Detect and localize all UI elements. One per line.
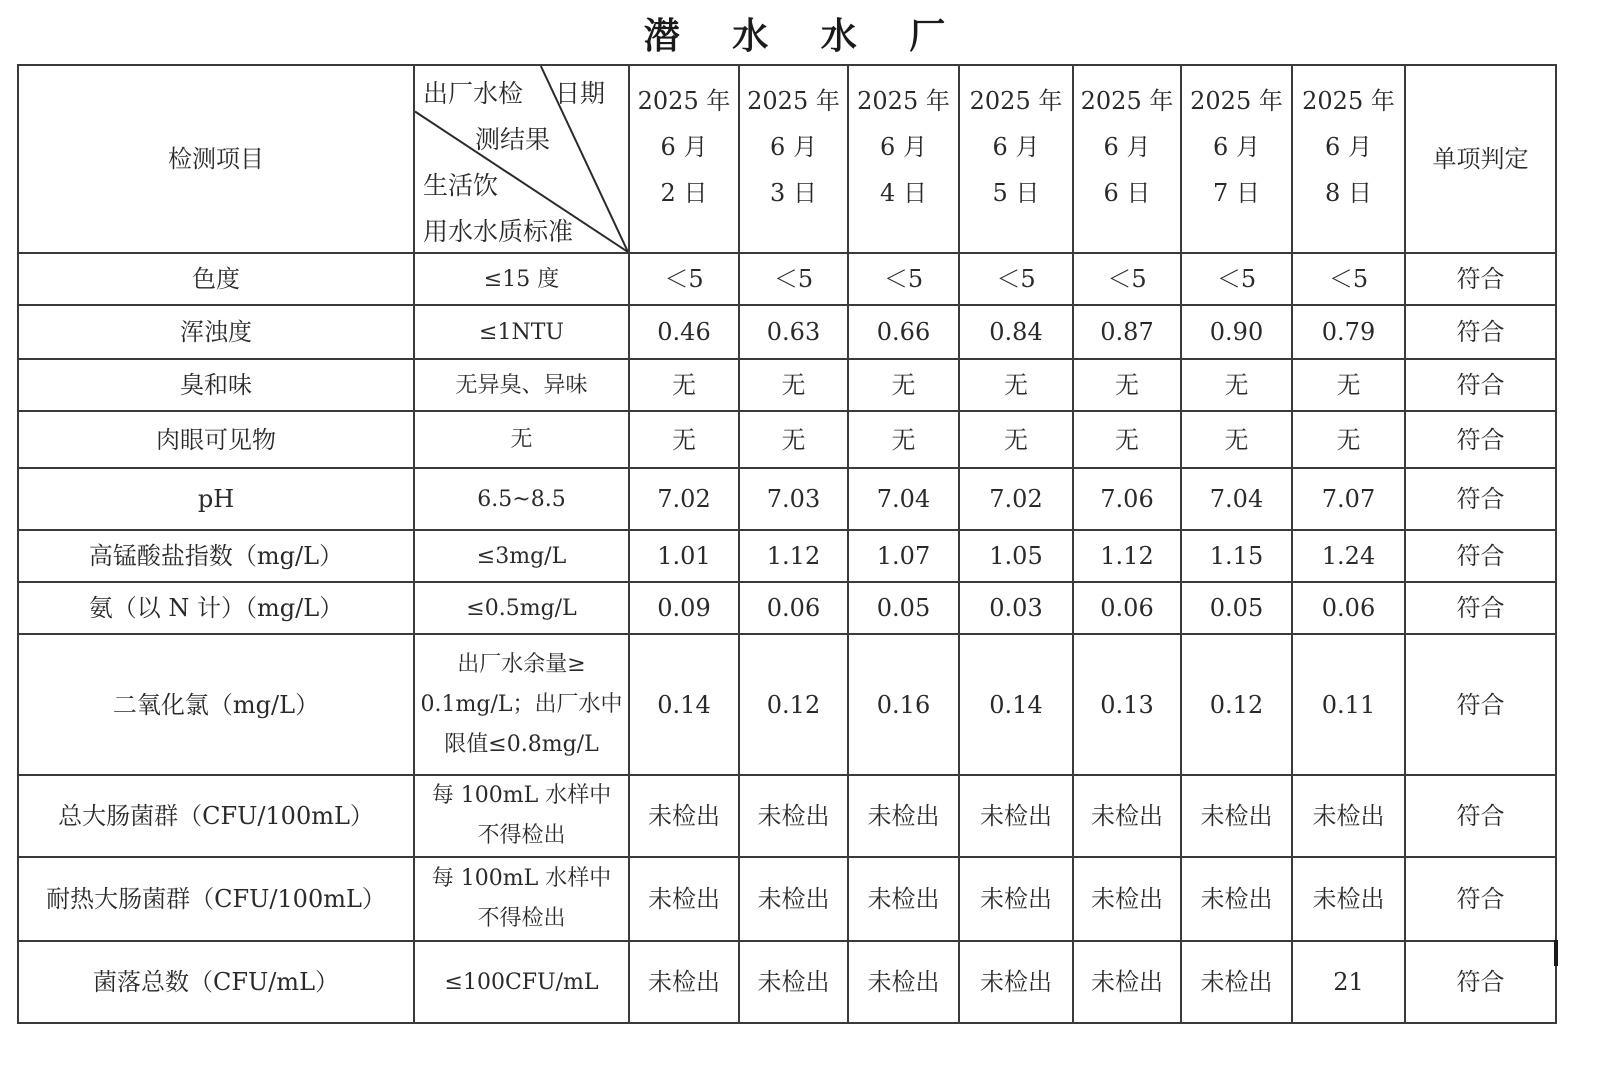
result-cell: 未检出 — [959, 775, 1073, 857]
judgement-cell: 符合 — [1405, 411, 1556, 468]
result-cell: 0.06 — [1073, 582, 1181, 634]
judgement-cell: 符合 — [1405, 857, 1556, 941]
date-month: 6 月 — [770, 133, 817, 161]
result-cell: 未检出 — [1073, 941, 1181, 1023]
table-row — [18, 359, 1556, 411]
result-cell: 未检出 — [629, 775, 739, 857]
date-day: 4 日 — [880, 179, 927, 207]
standard-line: ≤100CFU/mL — [444, 969, 599, 995]
result-cell: 0.16 — [848, 634, 959, 775]
result-cell: 无 — [629, 411, 739, 468]
result-cell: 无 — [1181, 359, 1292, 411]
date-year: 2025 年 — [1302, 87, 1395, 115]
result-cell: 7.04 — [848, 468, 959, 530]
standard-line: 无 — [510, 427, 533, 452]
result-cell: 1.15 — [1181, 530, 1292, 582]
judgement-cell: 符合 — [1405, 359, 1556, 411]
row-standard — [414, 857, 629, 941]
row-item-label: 耐热大肠菌群（CFU/100mL） — [18, 857, 414, 941]
date-year: 2025 年 — [969, 87, 1063, 115]
result-cell: 0.79 — [1292, 305, 1405, 359]
result-cell: 0.13 — [1073, 634, 1181, 775]
standard-line: ≤15 度 — [483, 266, 560, 292]
standard-line: 不得检出 — [477, 823, 566, 848]
date-header — [1181, 65, 1292, 253]
date-day: 3 日 — [770, 179, 817, 207]
result-cell: 未检出 — [848, 857, 959, 941]
result-cell: 无 — [629, 359, 739, 411]
result-cell: 0.46 — [629, 305, 739, 359]
date-year: 2025 年 — [747, 87, 840, 115]
standard-line: 每 100mL 水样中 — [431, 783, 612, 808]
row-item-label: 肉眼可见物 — [18, 411, 414, 468]
row-item-label: 高锰酸盐指数（mg/L） — [18, 530, 414, 582]
judgement-cell: 符合 — [1405, 468, 1556, 530]
table-row — [18, 582, 1556, 634]
table-row — [18, 468, 1556, 530]
date-year: 2025 年 — [1080, 87, 1174, 115]
corner-label-standard-1: 生活饮 — [423, 171, 499, 200]
row-item-label: 浑浊度 — [18, 305, 414, 359]
result-cell: 1.24 — [1292, 530, 1405, 582]
date-month: 6 月 — [1325, 133, 1372, 161]
judgement-cell: 符合 — [1405, 305, 1556, 359]
result-cell: 0.06 — [1292, 582, 1405, 634]
row-standard — [414, 530, 629, 582]
row-standard — [414, 775, 629, 857]
result-cell: 无 — [848, 359, 959, 411]
result-cell: 1.12 — [739, 530, 848, 582]
header-item-label: 检测项目 — [18, 65, 414, 253]
corner-label-standard-2: 用水水质标准 — [423, 217, 574, 246]
result-cell: 未检出 — [739, 775, 848, 857]
result-cell: 0.14 — [959, 634, 1073, 775]
date-header — [848, 65, 959, 253]
result-cell: 无 — [1181, 411, 1292, 468]
date-day: 5 日 — [992, 179, 1040, 207]
date-month: 6 月 — [880, 133, 927, 161]
result-cell: ＜5 — [959, 253, 1073, 305]
result-cell: 1.12 — [1073, 530, 1181, 582]
standard-line: 出厂水余量≥ — [457, 651, 586, 677]
row-item-label: 总大肠菌群（CFU/100mL） — [18, 775, 414, 857]
result-cell: 7.06 — [1073, 468, 1181, 530]
date-day: 6 日 — [1103, 179, 1151, 207]
result-cell: 无 — [959, 411, 1073, 468]
table-row — [18, 305, 1556, 359]
row-standard — [414, 305, 629, 359]
result-cell: 7.02 — [959, 468, 1073, 530]
result-cell: 0.87 — [1073, 305, 1181, 359]
date-header — [1073, 65, 1181, 253]
date-header — [629, 65, 739, 253]
result-cell: 0.63 — [739, 305, 848, 359]
result-cell: 1.07 — [848, 530, 959, 582]
result-cell: 未检出 — [1073, 857, 1181, 941]
row-item-label: 色度 — [18, 253, 414, 305]
result-cell: ＜5 — [848, 253, 959, 305]
result-cell: 无 — [1073, 359, 1181, 411]
result-cell: 0.05 — [848, 582, 959, 634]
result-cell: 0.11 — [1292, 634, 1405, 775]
standard-line: ≤1NTU — [479, 319, 564, 345]
result-cell: 0.03 — [959, 582, 1073, 634]
result-cell: 无 — [1073, 411, 1181, 468]
date-year: 2025 年 — [1190, 87, 1283, 115]
result-cell: 未检出 — [739, 941, 848, 1023]
table-row — [18, 253, 1556, 305]
table-row — [18, 411, 1556, 468]
result-cell: 未检出 — [1292, 857, 1405, 941]
result-cell: 无 — [848, 411, 959, 468]
page-title: 潜 水 水 厂 — [643, 15, 966, 57]
result-cell: 未检出 — [959, 857, 1073, 941]
judgement-cell: 符合 — [1405, 775, 1556, 857]
result-cell: ＜5 — [739, 253, 848, 305]
row-item-label: pH — [18, 468, 414, 530]
edge-mark — [1554, 940, 1558, 966]
standard-line: ≤0.5mg/L — [466, 595, 577, 621]
result-cell: 未检出 — [1181, 857, 1292, 941]
standard-line: 无异臭、异味 — [455, 372, 588, 398]
standard-line: 0.1mg/L；出厂水中 — [420, 691, 623, 717]
result-cell: ＜5 — [1181, 253, 1292, 305]
corner-label-date: 日期 — [555, 79, 606, 108]
result-cell: 未检出 — [739, 857, 848, 941]
row-standard — [414, 634, 629, 775]
judgement-cell: 符合 — [1405, 582, 1556, 634]
result-cell: 未检出 — [959, 941, 1073, 1023]
date-month: 6 月 — [1213, 133, 1260, 161]
judgement-cell: 符合 — [1405, 941, 1556, 1023]
result-cell: 0.84 — [959, 305, 1073, 359]
header-corner-cell — [414, 65, 629, 253]
result-cell: 0.05 — [1181, 582, 1292, 634]
header-judgement-label: 单项判定 — [1405, 65, 1556, 253]
result-cell: 未检出 — [1181, 775, 1292, 857]
date-year: 2025 年 — [637, 87, 731, 115]
date-day: 8 日 — [1325, 179, 1372, 207]
date-header — [959, 65, 1073, 253]
result-cell: 未检出 — [848, 941, 959, 1023]
standard-line: ≤3mg/L — [476, 543, 567, 569]
row-standard — [414, 253, 629, 305]
result-cell: 1.01 — [629, 530, 739, 582]
result-cell: 7.03 — [739, 468, 848, 530]
result-cell: 无 — [1292, 359, 1405, 411]
judgement-cell: 符合 — [1405, 634, 1556, 775]
row-item-label: 氨（以 N 计）（mg/L） — [18, 582, 414, 634]
table-row — [18, 941, 1556, 1023]
result-cell: 0.12 — [1181, 634, 1292, 775]
result-cell: 无 — [739, 359, 848, 411]
row-standard — [414, 359, 629, 411]
result-cell: 未检出 — [629, 857, 739, 941]
result-cell: 7.04 — [1181, 468, 1292, 530]
result-cell: 未检出 — [629, 941, 739, 1023]
result-cell: 0.06 — [739, 582, 848, 634]
date-year: 2025 年 — [857, 87, 950, 115]
result-cell: 0.14 — [629, 634, 739, 775]
result-cell: 0.12 — [739, 634, 848, 775]
result-cell: 无 — [959, 359, 1073, 411]
result-cell: 0.66 — [848, 305, 959, 359]
row-standard — [414, 468, 629, 530]
table-row — [18, 857, 1556, 941]
table-row — [18, 634, 1556, 775]
standard-line: 不得检出 — [477, 906, 566, 931]
row-item-label: 二氧化氯（mg/L） — [18, 634, 414, 775]
row-standard — [414, 411, 629, 468]
result-cell: ＜5 — [629, 253, 739, 305]
date-header — [1292, 65, 1405, 253]
row-item-label: 臭和味 — [18, 359, 414, 411]
result-cell: 未检出 — [1181, 941, 1292, 1023]
corner-label-result: 测结果 — [475, 125, 551, 154]
result-cell: 无 — [1292, 411, 1405, 468]
standard-line: 每 100mL 水样中 — [431, 866, 612, 891]
result-cell: 无 — [739, 411, 848, 468]
judgement-cell: 符合 — [1405, 253, 1556, 305]
date-month: 6 月 — [660, 133, 708, 161]
judgement-cell: 符合 — [1405, 530, 1556, 582]
row-standard — [414, 941, 629, 1023]
result-cell: 未检出 — [1292, 775, 1405, 857]
result-cell: ＜5 — [1073, 253, 1181, 305]
date-day: 7 日 — [1213, 179, 1260, 207]
row-standard — [414, 582, 629, 634]
row-item-label: 菌落总数（CFU/mL） — [18, 941, 414, 1023]
corner-label-top-left: 出厂水检 — [423, 79, 524, 108]
result-cell: 7.07 — [1292, 468, 1405, 530]
result-cell: ＜5 — [1292, 253, 1405, 305]
date-header — [739, 65, 848, 253]
result-cell: 未检出 — [1073, 775, 1181, 857]
standard-line: 6.5~8.5 — [477, 486, 566, 512]
date-month: 6 月 — [992, 133, 1040, 161]
water-quality-table — [17, 64, 1557, 1024]
result-cell: 未检出 — [848, 775, 959, 857]
result-cell: 21 — [1292, 941, 1405, 1023]
result-cell: 7.02 — [629, 468, 739, 530]
standard-line: 限值≤0.8mg/L — [444, 731, 599, 757]
table-row — [18, 775, 1556, 857]
date-month: 6 月 — [1103, 133, 1151, 161]
table-row — [18, 530, 1556, 582]
header-row — [18, 65, 1556, 253]
result-cell: 0.90 — [1181, 305, 1292, 359]
result-cell: 0.09 — [629, 582, 739, 634]
result-cell: 1.05 — [959, 530, 1073, 582]
date-day: 2 日 — [660, 179, 708, 207]
